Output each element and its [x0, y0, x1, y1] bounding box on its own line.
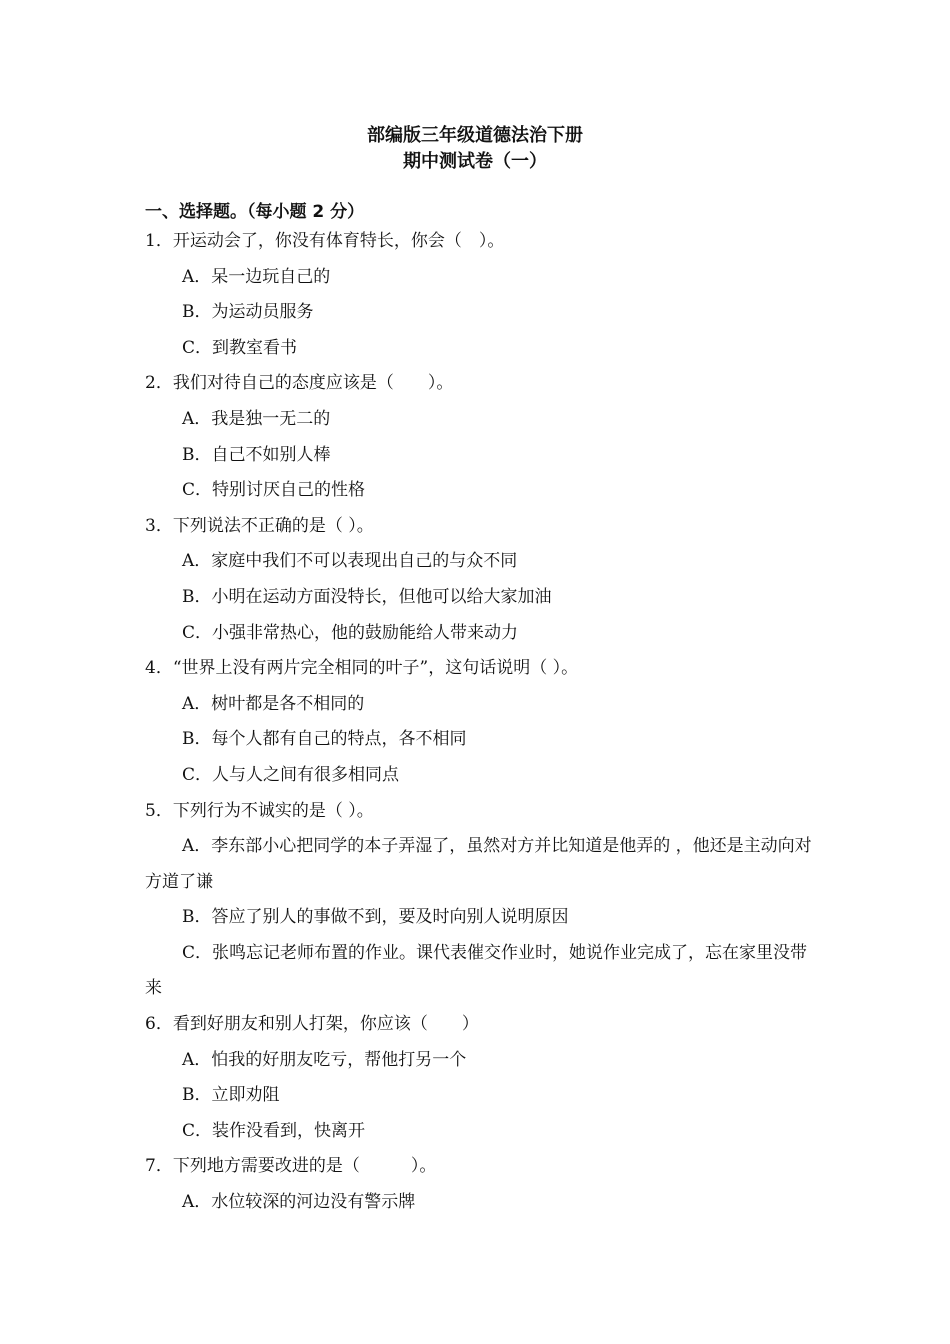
question-text: 下列地方需要改进的是（ ）。	[172, 1156, 437, 1177]
option-label: B．	[182, 586, 212, 607]
option-label: A．	[182, 408, 212, 429]
option-text: 每个人都有自己的特点，各不相同	[211, 729, 467, 750]
option-label: B．	[182, 444, 212, 465]
option-7a	[145, 1185, 815, 1221]
option-6a	[145, 1043, 815, 1079]
option-2c	[145, 473, 815, 509]
option-label: C．	[182, 942, 213, 963]
option-label: A．	[182, 266, 212, 287]
section-heading: 一、选择题。（每小题 2 分）	[145, 202, 365, 222]
option-label: A．	[182, 1192, 212, 1213]
question-4	[145, 651, 815, 687]
question-text: 我们对待自己的态度应该是（ ）。	[172, 373, 454, 394]
document-title: 部编版三年级道德法治下册	[367, 125, 583, 146]
option-text: 立即劝阻	[211, 1085, 280, 1106]
option-label: A．	[182, 693, 212, 714]
option-text: 水位较深的河边没有警示牌	[211, 1192, 416, 1213]
option-4b	[145, 722, 815, 758]
option-label: A．	[182, 1049, 212, 1070]
option-text: 答应了别人的事做不到，要及时向别人说明原因	[211, 907, 569, 928]
option-label: B．	[182, 302, 212, 323]
option-6c	[145, 1114, 815, 1150]
option-4a	[145, 687, 815, 723]
question-3	[145, 509, 815, 545]
option-label: A．	[182, 551, 212, 572]
option-text: 树叶都是各不相同的	[211, 693, 365, 714]
question-text: 下列行为不诚实的是（ ）。	[172, 800, 374, 821]
option-1a	[145, 260, 815, 296]
option-5a	[145, 829, 815, 900]
question-number: 4．	[145, 658, 173, 679]
option-label: C．	[182, 622, 213, 643]
option-label: A．	[182, 836, 212, 857]
question-1	[145, 224, 815, 260]
option-text: 特别讨厌自己的性格	[212, 480, 366, 501]
option-text: 装作没看到，快离开	[212, 1120, 366, 1141]
option-3b	[145, 580, 815, 616]
option-3c	[145, 616, 815, 652]
option-text: 为运动员服务	[211, 302, 314, 323]
option-text: 呆一边玩自己的	[211, 266, 331, 287]
option-2a	[145, 402, 815, 438]
option-text: 我是独一无二的	[211, 408, 331, 429]
option-text: 到教室看书	[212, 337, 298, 358]
option-text: 怕我的好朋友吃亏，帮他打另一个	[211, 1049, 467, 1070]
option-2b	[145, 438, 815, 474]
question-6	[145, 1007, 815, 1043]
option-6b	[145, 1078, 815, 1114]
question-number: 3．	[145, 515, 173, 536]
question-7	[145, 1149, 815, 1185]
option-1b	[145, 295, 815, 331]
option-label: B．	[182, 907, 212, 928]
question-number: 1．	[145, 231, 173, 251]
option-label: C．	[182, 1120, 213, 1141]
question-number: 2．	[145, 373, 173, 394]
option-text: 李东部小心把同学的本子弄湿了，虽然对方并比知道是他弄的 ，他还是主动向对方道了谦	[145, 836, 812, 892]
question-list	[145, 224, 815, 1221]
question-text: 开运动会了，你没有体育特长，你会（ ）。	[172, 231, 505, 251]
option-text: 人与人之间有很多相同点	[212, 764, 400, 785]
option-3a	[145, 544, 815, 580]
question-number: 5．	[145, 800, 173, 821]
option-5c	[145, 936, 815, 1007]
question-text: 下列说法不正确的是（ ）。	[172, 515, 374, 536]
option-1c	[145, 331, 815, 367]
option-label: C．	[182, 764, 213, 785]
option-4c	[145, 758, 815, 794]
option-label: C．	[182, 480, 213, 501]
option-text: 小明在运动方面没特长，但他可以给大家加油	[211, 586, 552, 607]
option-label: B．	[182, 1085, 212, 1106]
option-text: 小强非常热心，他的鼓励能给人带来动力	[212, 622, 519, 643]
option-label: B．	[182, 729, 212, 750]
option-text: 家庭中我们不可以表现出自己的与众不同	[211, 551, 518, 572]
question-2	[145, 366, 815, 402]
option-5b	[145, 900, 815, 936]
option-label: C．	[182, 337, 213, 358]
document-subtitle: 期中测试卷（一）	[403, 151, 547, 172]
question-number: 6．	[145, 1014, 173, 1035]
question-text: 看到好朋友和别人打架，你应该（ ）	[172, 1014, 479, 1035]
question-text: “世界上没有两片完全相同的叶子”，这句话说明（ ）。	[172, 658, 579, 679]
question-5	[145, 794, 815, 830]
option-text: 张鸣忘记老师布置的作业。课代表催交作业时，她说作业完成了，忘在家里没带来	[145, 942, 808, 999]
option-text: 自己不如别人棒	[211, 444, 331, 465]
question-number: 7．	[145, 1156, 173, 1177]
